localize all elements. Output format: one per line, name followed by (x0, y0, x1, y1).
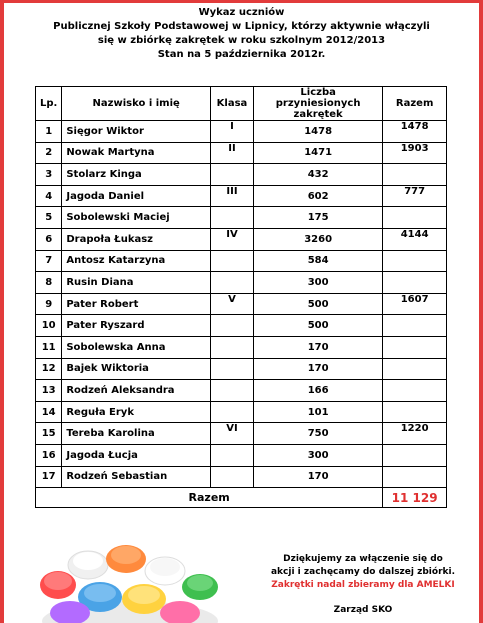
col-razem: Razem (383, 87, 447, 121)
header-date: Stan na 5 października 2012r. (157, 49, 326, 60)
row-klasa (211, 444, 254, 466)
students-table (35, 86, 447, 508)
table-row (36, 121, 447, 143)
header-title: Wykaz uczniów (198, 7, 285, 18)
row-name: Sobolewska Anna (62, 336, 211, 358)
row-razem: 1607 (383, 293, 447, 315)
row-klasa (211, 358, 254, 380)
row-razem (383, 164, 447, 186)
table-row (36, 336, 447, 358)
row-razem: 1903 (383, 142, 447, 164)
row-klasa (211, 401, 254, 423)
document-header (8, 6, 475, 62)
row-count: 1471 (253, 142, 382, 164)
row-count: 584 (253, 250, 382, 272)
row-razem (383, 207, 447, 229)
row-count: 300 (253, 444, 382, 466)
thanks-message (258, 553, 468, 592)
row-lp: 5 (36, 207, 62, 229)
row-klasa (211, 336, 254, 358)
row-name: Antosz Katarzyna (62, 250, 211, 272)
row-razem (383, 315, 447, 337)
signature: Zarząd SKO (333, 605, 393, 615)
col-count: Liczba przyniesionych zakrętek (253, 87, 382, 121)
table-row (36, 164, 447, 186)
row-razem (383, 358, 447, 380)
row-name: Pater Robert (62, 293, 211, 315)
row-lp: 14 (36, 401, 62, 423)
row-klasa: V (211, 293, 254, 315)
row-razem: 1478 (383, 121, 447, 143)
row-count: 170 (253, 466, 382, 488)
row-klasa: I (211, 121, 254, 143)
total-row (36, 488, 447, 508)
row-razem (383, 250, 447, 272)
row-name: Tereba Karolina (62, 423, 211, 445)
row-name: Jagoda Daniel (62, 185, 211, 207)
row-count: 175 (253, 207, 382, 229)
row-lp: 13 (36, 380, 62, 402)
row-lp: 6 (36, 228, 62, 250)
row-lp: 3 (36, 164, 62, 186)
row-name: Pater Ryszard (62, 315, 211, 337)
table-row (36, 358, 447, 380)
row-lp: 8 (36, 272, 62, 294)
table-row (36, 228, 447, 250)
row-lp: 15 (36, 423, 62, 445)
row-razem (383, 466, 447, 488)
row-name: Drapoła Łukasz (62, 228, 211, 250)
table-row (36, 185, 447, 207)
row-klasa (211, 315, 254, 337)
thanks-line-2: akcji i zachęcamy do dalszej zbiórki. (270, 567, 455, 577)
row-name: Bajek Wiktoria (62, 358, 211, 380)
table-row (36, 250, 447, 272)
row-count: 500 (253, 293, 382, 315)
row-lp: 11 (36, 336, 62, 358)
table-header-row (36, 87, 447, 121)
row-klasa (211, 380, 254, 402)
row-count: 602 (253, 185, 382, 207)
table-row (36, 272, 447, 294)
row-razem (383, 336, 447, 358)
row-count: 500 (253, 315, 382, 337)
row-klasa (211, 272, 254, 294)
row-klasa (211, 250, 254, 272)
row-count: 300 (253, 272, 382, 294)
row-count: 432 (253, 164, 382, 186)
row-lp: 9 (36, 293, 62, 315)
table-row (36, 444, 447, 466)
row-klasa (211, 466, 254, 488)
row-name: Jagoda Łucja (62, 444, 211, 466)
row-name: Nowak Martyna (62, 142, 211, 164)
row-count: 166 (253, 380, 382, 402)
row-count: 101 (253, 401, 382, 423)
row-razem (383, 401, 447, 423)
row-lp: 17 (36, 466, 62, 488)
row-razem: 777 (383, 185, 447, 207)
row-klasa: II (211, 142, 254, 164)
table-row (36, 315, 447, 337)
row-klasa: VI (211, 423, 254, 445)
row-klasa (211, 207, 254, 229)
row-count: 170 (253, 336, 382, 358)
header-description: się w zbiórkę zakrętek w roku szkolnym 2012/2013 (97, 35, 386, 46)
row-klasa (211, 164, 254, 186)
row-klasa: IV (211, 228, 254, 250)
col-lp: Lp. (36, 87, 62, 121)
table-row (36, 293, 447, 315)
row-razem (383, 272, 447, 294)
row-razem (383, 380, 447, 402)
row-name: Rodzeń Aleksandra (62, 380, 211, 402)
total-value: 11 129 (383, 488, 447, 508)
row-lp: 2 (36, 142, 62, 164)
row-razem (383, 444, 447, 466)
row-count: 3260 (253, 228, 382, 250)
row-lp: 7 (36, 250, 62, 272)
row-count: 1478 (253, 121, 382, 143)
thanks-line-1: Dziękujemy za włączenie się do (283, 554, 443, 564)
header-school: Publicznej Szkoły Podstawowej w Lipnicy, którzy aktywnie włączyli (53, 21, 430, 32)
row-lp: 10 (36, 315, 62, 337)
table-row (36, 423, 447, 445)
row-lp: 4 (36, 185, 62, 207)
row-name: Sobolewski Maciej (62, 207, 211, 229)
col-name: Nazwisko i imię (62, 87, 211, 121)
row-lp: 12 (36, 358, 62, 380)
table-row (36, 207, 447, 229)
total-label: Razem (36, 488, 383, 508)
row-count: 170 (253, 358, 382, 380)
table-row (36, 142, 447, 164)
row-name: Sięgor Wiktor (62, 121, 211, 143)
row-lp: 1 (36, 121, 62, 143)
row-razem: 1220 (383, 423, 447, 445)
thanks-line-3: Zakrętki nadal zbieramy dla AMELKI (271, 580, 455, 590)
table-row (36, 380, 447, 402)
row-name: Stolarz Kinga (62, 164, 211, 186)
row-razem: 4144 (383, 228, 447, 250)
row-name: Reguła Eryk (62, 401, 211, 423)
row-name: Rusin Diana (62, 272, 211, 294)
row-name: Rodzeń Sebastian (62, 466, 211, 488)
col-klasa: Klasa (211, 87, 254, 121)
bottle-caps-image (40, 525, 220, 623)
row-count: 750 (253, 423, 382, 445)
table-row (36, 401, 447, 423)
table-row (36, 466, 447, 488)
row-lp: 16 (36, 444, 62, 466)
row-klasa: III (211, 185, 254, 207)
